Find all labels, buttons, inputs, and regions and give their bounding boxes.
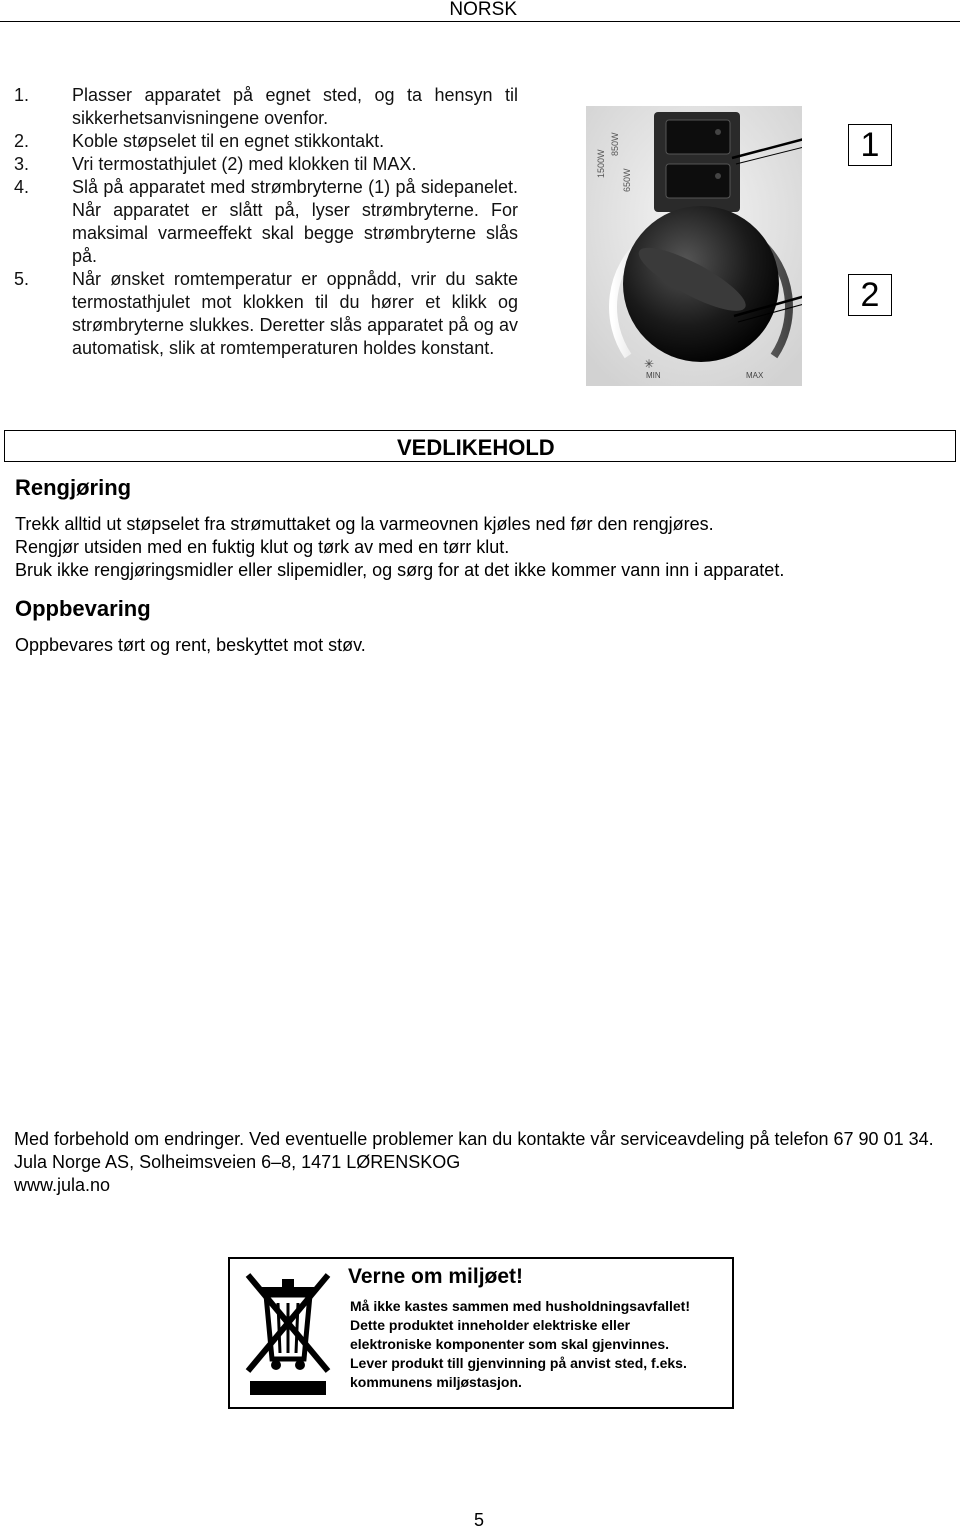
instruction-item [14,153,518,176]
instruction-text: Når ønsket romtemperatur er oppnådd, vrir du sakte termostathjulet mot klokken til du hører et klikk og strømbryterne slukkes. Deretter slås apparatet på og av automatisk, slik at romtemperaturen holdes konstant. [72,269,518,358]
crossed-bin-icon [238,1267,338,1397]
storage-heading: Oppbevaring [15,596,151,621]
footer-website: www.jula.no [14,1175,111,1195]
instruction-list [14,84,518,360]
dial-max-label: MAX [746,371,764,380]
instruction-number: 1. [14,85,30,105]
instruction-number: 2. [14,131,30,151]
environment-body [350,1297,730,1392]
cleaning-line: Trekk alltid ut støpselet fra strømuttaket og la varmeovnen kjøles ned før den rengjøres. [15,514,714,534]
cleaning-text [15,513,950,582]
cleaning-line: Bruk ikke rengjøringsmidler eller slipemidler, og sørg for at det ikke kommer vann inn i apparatet. [15,560,785,580]
dial-min-label: MIN [646,371,661,380]
storage-text: Oppbevares tørt og rent, beskyttet mot støv. [15,635,366,655]
instruction-text: Slå på apparatet med strømbryterne (1) på sidepanelet. Når apparatet er slått på, lyser strømbryterne. For maksimal varmeeffekt skal begge strømbryterne slås på. [72,177,518,266]
instruction-item [14,84,518,130]
indicator-dot-icon [715,173,721,179]
environment-notice [228,1257,734,1409]
header-rule [0,21,960,22]
control-panel-figure [586,106,802,386]
instruction-text: Vri termostathjulet (2) med klokken til MAX. [72,154,417,174]
indicator-dot-icon [715,129,721,135]
page-number: 5 [474,1510,485,1530]
cleaning-heading: Rengjøring [15,475,132,500]
wattage-label: 1500W [596,149,606,178]
instruction-item [14,130,518,153]
footer-line: Med forbehold om endringer. Ved eventuelle problemer kan du kontakte vår serviceavdeling på telefon 67 90 01 34. [14,1129,934,1149]
power-switch-icon [666,120,730,154]
wattage-label: 850W [610,132,620,156]
power-switch-icon [666,164,730,198]
environment-line: elektroniske komponenter som skal gjenvinnes. [350,1336,669,1352]
instruction-item [14,176,518,268]
page-header [0,0,960,22]
instruction-number: 3. [14,154,30,174]
footer-address: Jula Norge AS, Solheimsveien 6–8, 1471 LØRENSKOG [14,1152,461,1172]
language-label: NORSK [449,0,517,20]
snowflake-icon: ✳ [644,357,655,371]
footer-contact [14,1128,949,1197]
instruction-number: 5. [14,269,30,289]
instruction-item [14,268,518,360]
maintenance-title: VEDLIKEHOLD [397,435,555,460]
instruction-number: 4. [14,177,30,197]
instruction-text: Koble støpselet til en egnet stikkontakt. [72,131,385,151]
cleaning-line: Rengjør utsiden med en fuktig klut og tørk av med en tørr klut. [15,537,510,557]
instruction-text: Plasser apparatet på egnet sted, og ta hensyn til sikkerhetsanvisningene ovenfor. [72,85,518,128]
environment-line: Lever produkt till gjenvinning på anvist sted, f.eks. [350,1355,687,1371]
callout-1: 1 [848,124,892,166]
environment-line: Må ikke kastes sammen med husholdningsavfallet! [350,1298,691,1314]
callout-2: 2 [848,274,892,316]
maintenance-title-box [4,430,956,462]
environment-title: Verne om miljøet! [348,1265,524,1288]
wattage-label: 650W [622,168,632,192]
environment-line: Dette produktet inneholder elektriske eller [350,1317,631,1333]
environment-line: kommunens miljøstasjon. [350,1374,522,1390]
